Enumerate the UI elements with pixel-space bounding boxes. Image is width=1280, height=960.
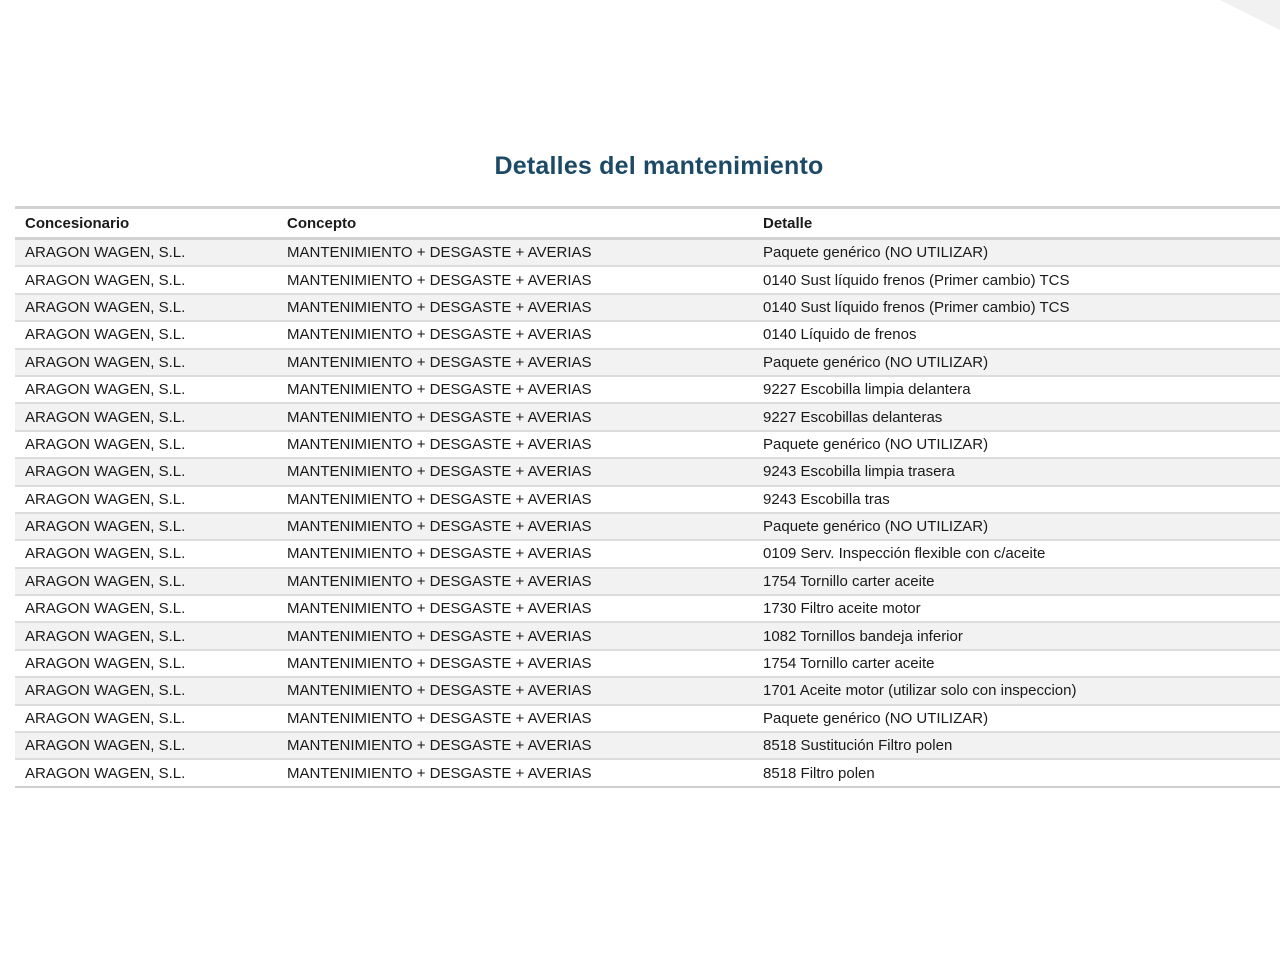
cell-concesionario: ARAGON WAGEN, S.L.: [15, 294, 277, 321]
cell-concesionario: ARAGON WAGEN, S.L.: [15, 321, 277, 348]
cell-concesionario: ARAGON WAGEN, S.L.: [15, 705, 277, 732]
cell-concesionario: ARAGON WAGEN, S.L.: [15, 650, 277, 677]
cell-detalle: 9243 Escobilla limpia trasera: [755, 458, 1280, 485]
table-row: [15, 595, 1280, 622]
cell-concepto: MANTENIMIENTO + DESGASTE + AVERIAS: [277, 239, 755, 267]
table-row: [15, 376, 1280, 403]
table-row: [15, 540, 1280, 567]
table-row: [15, 403, 1280, 430]
cell-detalle: Paquete genérico (NO UTILIZAR): [755, 513, 1280, 540]
table-row: [15, 759, 1280, 786]
cell-concepto: MANTENIMIENTO + DESGASTE + AVERIAS: [277, 403, 755, 430]
cell-detalle: Paquete genérico (NO UTILIZAR): [755, 349, 1280, 376]
column-header-detalle: Detalle: [755, 208, 1280, 239]
cell-concepto: MANTENIMIENTO + DESGASTE + AVERIAS: [277, 540, 755, 567]
cell-detalle: 1730 Filtro aceite motor: [755, 595, 1280, 622]
cell-detalle: 8518 Filtro polen: [755, 759, 1280, 786]
cell-detalle: Paquete genérico (NO UTILIZAR): [755, 431, 1280, 458]
table-row: [15, 705, 1280, 732]
cell-concepto: MANTENIMIENTO + DESGASTE + AVERIAS: [277, 349, 755, 376]
table-row: [15, 266, 1280, 293]
cell-detalle: 1701 Aceite motor (utilizar solo con inspeccion): [755, 677, 1280, 704]
table-row: [15, 239, 1280, 267]
cell-concesionario: ARAGON WAGEN, S.L.: [15, 349, 277, 376]
cell-concepto: MANTENIMIENTO + DESGASTE + AVERIAS: [277, 568, 755, 595]
cell-concepto: MANTENIMIENTO + DESGASTE + AVERIAS: [277, 732, 755, 759]
cell-concepto: MANTENIMIENTO + DESGASTE + AVERIAS: [277, 431, 755, 458]
cell-concepto: MANTENIMIENTO + DESGASTE + AVERIAS: [277, 513, 755, 540]
table-row: [15, 513, 1280, 540]
cell-concesionario: ARAGON WAGEN, S.L.: [15, 759, 277, 786]
cell-concepto: MANTENIMIENTO + DESGASTE + AVERIAS: [277, 486, 755, 513]
table-row: [15, 622, 1280, 649]
table-row: [15, 294, 1280, 321]
table-row: [15, 321, 1280, 348]
table-row: [15, 568, 1280, 595]
cell-detalle: 1754 Tornillo carter aceite: [755, 568, 1280, 595]
cell-detalle: 1082 Tornillos bandeja inferior: [755, 622, 1280, 649]
table-row: [15, 458, 1280, 485]
cell-concepto: MANTENIMIENTO + DESGASTE + AVERIAS: [277, 595, 755, 622]
table-row: [15, 349, 1280, 376]
cell-detalle: 1754 Tornillo carter aceite: [755, 650, 1280, 677]
cell-detalle: 0140 Sust líquido frenos (Primer cambio) TCS: [755, 266, 1280, 293]
cell-concesionario: ARAGON WAGEN, S.L.: [15, 595, 277, 622]
cell-concepto: MANTENIMIENTO + DESGASTE + AVERIAS: [277, 677, 755, 704]
cell-concepto: MANTENIMIENTO + DESGASTE + AVERIAS: [277, 650, 755, 677]
cell-concesionario: ARAGON WAGEN, S.L.: [15, 732, 277, 759]
cell-concepto: MANTENIMIENTO + DESGASTE + AVERIAS: [277, 458, 755, 485]
cell-concesionario: ARAGON WAGEN, S.L.: [15, 540, 277, 567]
maintenance-table-container: [15, 206, 1280, 788]
corner-decoration: [1220, 0, 1280, 30]
cell-detalle: 9227 Escobillas delanteras: [755, 403, 1280, 430]
table-row: [15, 677, 1280, 704]
table-body: [15, 239, 1280, 787]
page-title: Detalles del mantenimiento: [494, 152, 824, 180]
cell-concepto: MANTENIMIENTO + DESGASTE + AVERIAS: [277, 266, 755, 293]
column-header-concepto: Concepto: [277, 208, 755, 239]
cell-concepto: MANTENIMIENTO + DESGASTE + AVERIAS: [277, 294, 755, 321]
cell-concesionario: ARAGON WAGEN, S.L.: [15, 239, 277, 267]
table-header: [15, 208, 1280, 239]
cell-concesionario: ARAGON WAGEN, S.L.: [15, 376, 277, 403]
cell-concesionario: ARAGON WAGEN, S.L.: [15, 431, 277, 458]
cell-detalle: 9243 Escobilla tras: [755, 486, 1280, 513]
cell-concesionario: ARAGON WAGEN, S.L.: [15, 458, 277, 485]
cell-concepto: MANTENIMIENTO + DESGASTE + AVERIAS: [277, 321, 755, 348]
table-row: [15, 732, 1280, 759]
cell-concesionario: ARAGON WAGEN, S.L.: [15, 677, 277, 704]
table-row: [15, 486, 1280, 513]
cell-detalle: 0109 Serv. Inspección flexible con c/aceite: [755, 540, 1280, 567]
cell-detalle: 9227 Escobilla limpia delantera: [755, 376, 1280, 403]
maintenance-table: [15, 206, 1280, 788]
cell-concesionario: ARAGON WAGEN, S.L.: [15, 568, 277, 595]
cell-detalle: 0140 Líquido de frenos: [755, 321, 1280, 348]
cell-detalle: 0140 Sust líquido frenos (Primer cambio) TCS: [755, 294, 1280, 321]
cell-concepto: MANTENIMIENTO + DESGASTE + AVERIAS: [277, 622, 755, 649]
cell-concepto: MANTENIMIENTO + DESGASTE + AVERIAS: [277, 705, 755, 732]
header-row: [15, 208, 1280, 239]
cell-concesionario: ARAGON WAGEN, S.L.: [15, 486, 277, 513]
cell-detalle: Paquete genérico (NO UTILIZAR): [755, 239, 1280, 267]
cell-concesionario: ARAGON WAGEN, S.L.: [15, 622, 277, 649]
cell-detalle: 8518 Sustitución Filtro polen: [755, 732, 1280, 759]
column-header-concesionario: Concesionario: [15, 208, 277, 239]
table-row: [15, 431, 1280, 458]
cell-concesionario: ARAGON WAGEN, S.L.: [15, 266, 277, 293]
table-row: [15, 650, 1280, 677]
cell-detalle: Paquete genérico (NO UTILIZAR): [755, 705, 1280, 732]
cell-concesionario: ARAGON WAGEN, S.L.: [15, 403, 277, 430]
cell-concepto: MANTENIMIENTO + DESGASTE + AVERIAS: [277, 759, 755, 786]
cell-concesionario: ARAGON WAGEN, S.L.: [15, 513, 277, 540]
cell-concepto: MANTENIMIENTO + DESGASTE + AVERIAS: [277, 376, 755, 403]
